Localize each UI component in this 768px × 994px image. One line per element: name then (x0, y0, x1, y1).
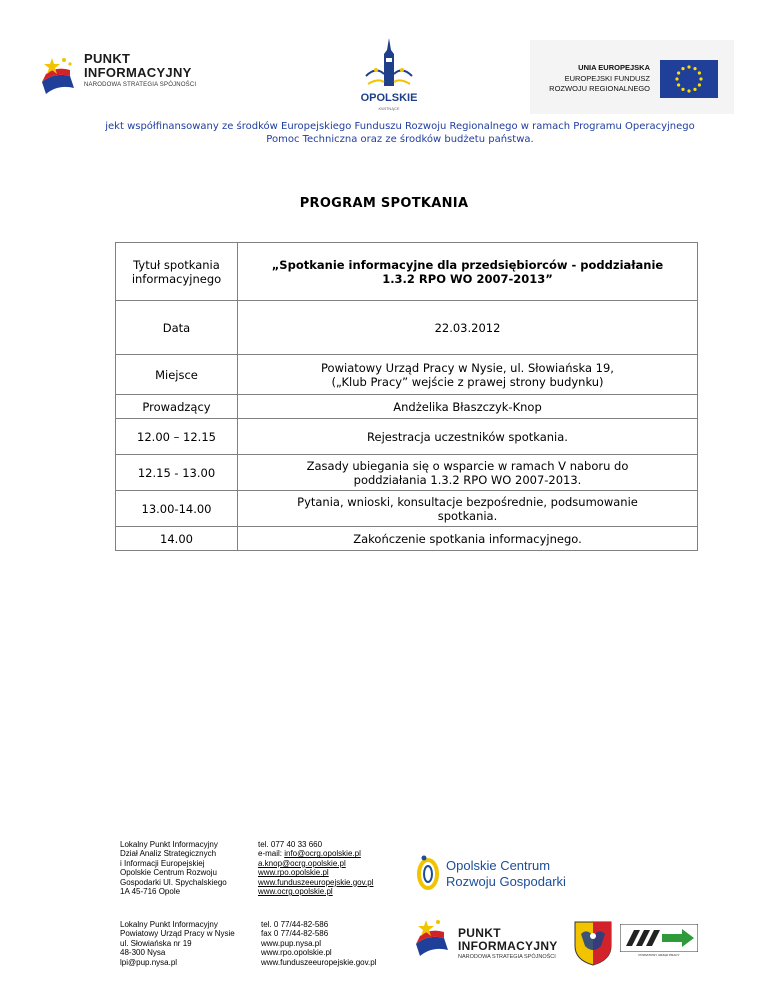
cofinancing-note (60, 120, 740, 146)
table-row (116, 395, 698, 419)
eu-line-3: ROZWOJU REGIONALNEGO (549, 84, 650, 93)
table-row (116, 527, 698, 551)
eu-flag-icon (660, 60, 718, 98)
table-row (116, 491, 698, 527)
row-value: 22.03.2012 (238, 301, 698, 355)
row-label: 13.00-14.00 (116, 491, 238, 527)
eu-logo (530, 40, 734, 114)
page-title: PROGRAM SPOTKANIA (299, 196, 469, 211)
website-text: www.pup.nysa.pl (261, 938, 322, 948)
row-label-line: informacyjnego (131, 271, 222, 286)
logo-line-punkt: PUNKT (84, 51, 131, 66)
row-value: Rejestracja uczestników spotkania. (238, 419, 698, 455)
punkt-informacyjny-footer-logo (414, 912, 574, 968)
pup-caption: POWIATOWY URZĄD PRACY (638, 953, 680, 957)
table-row (116, 243, 698, 301)
footer-contact-ocrg (258, 840, 373, 896)
address-line: Powiatowy Urząd Pracy w Nysie (120, 929, 235, 939)
website-link[interactable]: www.funduszeeuropejskie.gov.pl (258, 877, 374, 887)
row-label: Data (116, 301, 238, 355)
star-flag-icon (40, 52, 80, 96)
website-text: www.rpo.opolskie.pl (261, 948, 332, 958)
eagle-crest-icon (573, 920, 613, 966)
table-row (116, 455, 698, 491)
address-line: i Informacji Europejskiej (120, 858, 205, 868)
logo-line-strategia: NARODOWA STRATEGIA SPÓJNOŚCI (84, 82, 197, 88)
ocrg-line-2: Rozwoju Gospodarki (446, 874, 566, 889)
address-line: Gospodarki Ul. Spychalskiego (120, 877, 227, 887)
contact-phone: tel. 077 40 33 660 (258, 840, 323, 849)
cofinancing-line-2: Pomoc Techniczna oraz ze środków budżetu państwa. (266, 134, 534, 145)
ocrg-logo (416, 852, 576, 898)
agenda-text-line: Pytania, wnioski, konsultacje bezpośrednie, podsumowanie (297, 494, 638, 509)
address-line: ul. Słowiańska nr 19 (120, 938, 192, 948)
logo-line-informacyjny: INFORMACYJNY (458, 939, 558, 953)
row-value: Andżelika Błaszczyk-Knop (238, 395, 698, 419)
row-label: Miejsce (116, 355, 238, 395)
row-value (238, 455, 698, 491)
address-line: Opolskie Centrum Rozwoju (120, 868, 217, 878)
tower-icon (354, 36, 424, 92)
row-label: 14.00 (116, 527, 238, 551)
arrow-steps-icon (620, 924, 698, 952)
website-text: www.funduszeeuropejskie.gov.pl (261, 957, 377, 967)
punkt-informacyjny-logo (40, 52, 230, 100)
table-row (116, 419, 698, 455)
row-label: Prowadzący (116, 395, 238, 419)
row-value (238, 355, 698, 395)
table-row (116, 301, 698, 355)
website-link[interactable]: www.ocrg.opolskie.pl (258, 887, 333, 897)
footer-address-ocrg (120, 840, 227, 896)
row-value: Zakończenie spotkania informacyjnego. (238, 527, 698, 551)
venue-line: Powiatowy Urząd Pracy w Nysie, ul. Słowiańska 19, (321, 360, 614, 375)
email-label: e-mail: (258, 849, 285, 859)
row-value (238, 243, 698, 301)
row-label-line: Tytuł spotkania (133, 257, 220, 272)
star-flag-icon (414, 912, 454, 958)
contact-phone: tel. 0 77/44-82-586 (261, 920, 329, 929)
meeting-title-line: „Spotkanie informacyjne dla przedsiębiorców - poddziałanie (271, 257, 664, 272)
opolskie-sub: KWITNĄCE (378, 106, 400, 111)
opolskie-word: OPOLSKIE (360, 92, 418, 104)
email-text: lpi@pup.nysa.pl (120, 957, 178, 967)
logo-line-strategia: NARODOWA STRATEGIA SPÓJNOŚCI (458, 954, 556, 960)
ocrg-line-1: Opolskie Centrum (446, 858, 551, 873)
venue-line: („Klub Pracy” wejście z prawej strony budynku) (331, 374, 604, 389)
table-row (116, 355, 698, 395)
email-link[interactable]: a.knop@ocrg.opolskie.pl (258, 858, 346, 868)
address-line: Lokalny Punkt Informacyjny (120, 920, 218, 929)
address-line: Dział Analiz Strategicznych (120, 849, 217, 859)
logo-line-punkt: PUNKT (458, 926, 501, 940)
row-label: 12.15 - 13.00 (116, 455, 238, 491)
agenda-table (115, 242, 698, 551)
address-line: 48-300 Nysa (120, 948, 166, 958)
opolskie-logo (354, 36, 424, 114)
row-label: 12.00 – 12.15 (116, 419, 238, 455)
website-link[interactable]: www.rpo.opolskie.pl (258, 868, 329, 878)
cofinancing-line-1: jekt współfinansowany ze środków Europejskiego Funduszu Rozwoju Regionalnego w ramach Programu Operacyjnego (105, 121, 695, 132)
contact-fax: fax 0 77/44-82-586 (261, 929, 329, 939)
footer-contact-pup (261, 920, 376, 967)
pup-logo (620, 924, 698, 960)
meeting-title-line: 1.3.2 RPO WO 2007-2013” (382, 271, 553, 286)
eu-line-2: EUROPEJSKI FUNDUSZ (564, 74, 650, 83)
address-line: Lokalny Punkt Informacyjny (120, 840, 218, 849)
row-label (116, 243, 238, 301)
row-value (238, 491, 698, 527)
contact-email-line (258, 849, 373, 858)
logo-line-informacyjny: INFORMACYJNY (84, 65, 192, 80)
agenda-text-line: Zasady ubiegania się o wsparcie w ramach V naboru do (306, 458, 629, 473)
ocrg-ring-icon (416, 852, 440, 892)
agenda-text-line: spotkania. (437, 508, 498, 523)
agenda-text-line: poddziałania 1.3.2 RPO WO 2007-2013. (353, 472, 582, 487)
eu-line-1: UNIA EUROPEJSKA (578, 63, 650, 72)
address-line: 1A 45-716 Opole (120, 887, 181, 897)
email-link[interactable]: info@ocrg.opolskie.pl (284, 849, 361, 859)
footer-address-pup (120, 920, 235, 967)
